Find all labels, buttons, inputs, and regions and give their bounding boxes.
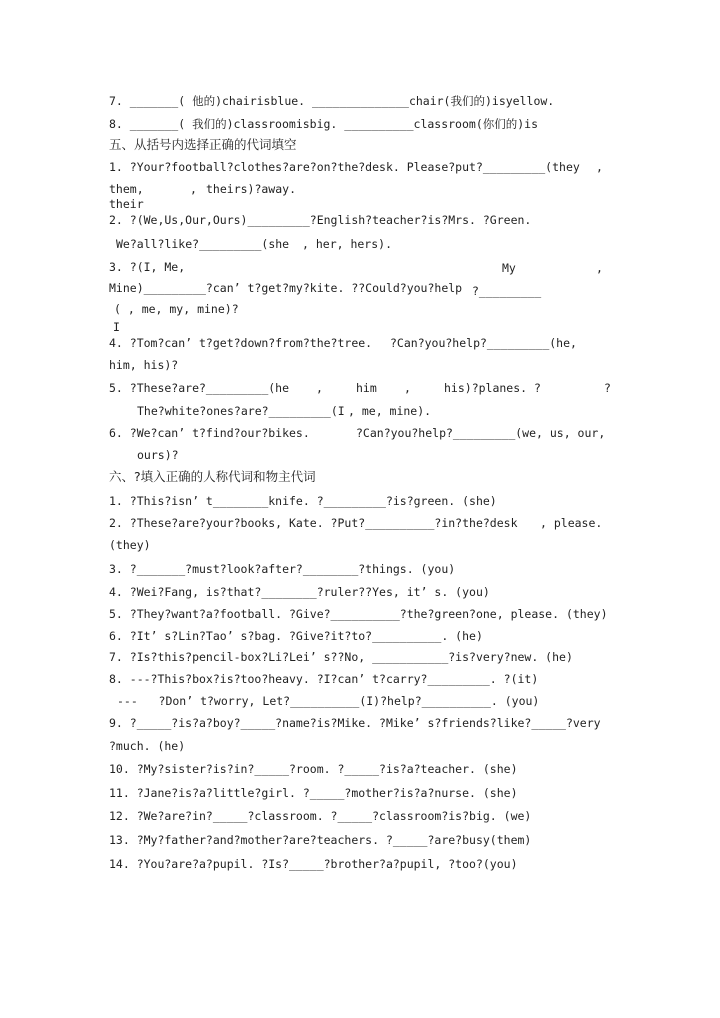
q5-6-line-a: 6. ?We?can’ t?find?our?bikes. [109,426,310,440]
q6-2-line-b: (they) [109,538,151,552]
q5-1-their: their [109,197,144,211]
q6-8-line-b: --- ?Don’ t?worry, Let?__________(I)?help?__________. (you) [117,694,540,708]
q6-3: 3. ?_______?must?look?after?________?things. (you) [109,562,456,576]
q5-2-options: , her, hers). [302,237,393,251]
q6-9-line-b: ?much. (he) [109,739,186,753]
q6-12: 12. ?We?are?in?_____?classroom. ?_____?classroom?is?big. (we) [109,809,532,823]
q6-2-line-a: 2. ?These?are?your?books, Kate. ?Put?__________?in?the?desk [109,516,518,530]
q6-13: 13. ?My?father?and?mother?are?teachers. ?_____?are?busy(them) [109,833,532,847]
q6-1: 1. ?This?isn’ t________knife. ?_________?is?green. (she) [109,494,497,508]
q5-3-my: My [502,261,516,275]
q5-5-his: his)?planes. ? [444,381,541,395]
q5-1-comma-b: , [190,182,197,196]
q5-5-line-a: 5. ?These?are?_________(he [109,381,290,395]
q5-3-i: I [113,320,120,334]
section-6-heading: 六、?填入正确的人称代词和物主代词 [109,469,316,484]
q6-14: 14. ?You?are?a?pupil. ?Is?_____?brother?a?pupil, ?too?(you) [109,857,518,871]
q6-5: 5. ?They?want?a?football. ?Give?__________?the?green?one, please. (they) [109,607,608,621]
exercise-8-line: 8. _______( 我们的)classroomisbig. __________classroom(你们的)is [109,117,539,131]
q5-5-mark: ? [604,381,611,395]
q5-5-line-b: The?white?ones?are?_________(I [137,404,345,418]
q6-2-please: , please. [540,516,603,530]
q6-8-line-a: 8. ---?This?box?is?too?heavy. ?I?can’ t?carry?_________. ?(it) [109,672,539,686]
q5-1-line-a: 1. ?Your?football?clothes?are?on?the?desk. Please?put?_________(they [109,160,580,174]
q5-3-line-a: 3. ?(I, Me, [109,260,186,274]
q5-3-line-c: ( , me, my, mine)? [114,302,239,316]
q5-3-line-b: Mine)_________?can’ t?get?my?kite. ??Could?you?help [109,281,463,295]
q5-6-line-c: ours)? [137,448,179,462]
q5-3-comma: , [596,261,603,275]
q6-9-line-a: 9. ?_____?is?a?boy?_____?name?is?Mike. ?Mike’ s?friends?like?_____?very [109,716,601,730]
q6-6: 6. ?It’ s?Lin?Tao’ s?bag. ?Give?it?to?__________. (he) [109,629,483,643]
q5-5-options: , me, mine). [348,404,432,418]
q5-1-them: them, [109,182,144,196]
q5-3-blank: ?_________ [472,284,542,298]
q5-2-line-a: 2. ?(We,Us,Our,Ours)_________?English?teacher?is?Mrs. ?Green. [109,213,532,227]
q5-2-line-b: We?all?like?_________(she [116,237,290,251]
q5-4-line-b: ?Can?you?help?_________(he, [390,336,577,350]
section-5-heading: 五、从括号内选择正确的代词填空 [109,137,297,152]
q5-5-him: him [356,381,377,395]
q5-5-comma-b: , [404,381,411,395]
exercise-7-line: 7. _______( 他的)chairisblue. ______________chair(我们的)isyellow. [109,94,555,108]
q5-1-theirs: theirs)?away. [206,182,297,196]
q6-7: 7. ?Is?this?pencil-box?Li?Lei’ s??No, ___________?is?very?new. (he) [109,650,573,664]
q5-6-line-b: ?Can?you?help?_________(we, us, our, [356,426,606,440]
q6-11: 11. ?Jane?is?a?little?girl. ?_____?mother?is?a?nurse. (she) [109,786,518,800]
q5-4-line-a: 4. ?Tom?can’ t?get?down?from?the?tree. [109,336,373,350]
q5-5-comma-a: , [316,381,323,395]
q6-4: 4. ?Wei?Fang, is?that?________?ruler??Yes, it’ s. (you) [109,585,490,599]
q6-10: 10. ?My?sister?is?in?_____?room. ?_____?is?a?teacher. (she) [109,762,518,776]
q5-1-comma: , [596,160,603,174]
q5-4-line-c: him, his)? [109,358,179,372]
